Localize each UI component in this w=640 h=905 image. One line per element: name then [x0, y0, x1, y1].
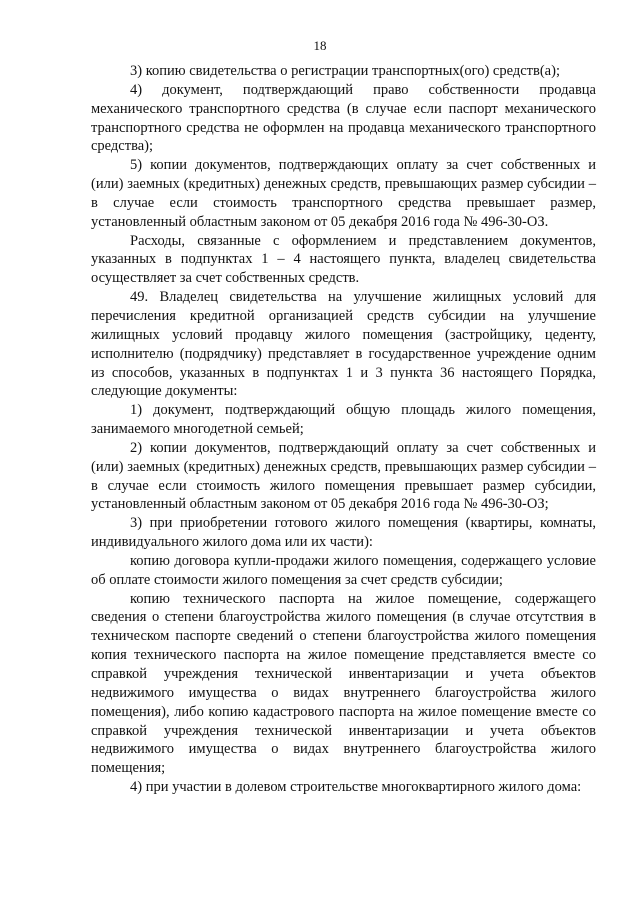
paragraph-sale-contract: копию договора купли-продажи жилого помещения, содержащего условие об оплате стоимости жилого помещения за счет средств субсидии;	[91, 552, 596, 588]
document-body	[91, 62, 596, 797]
paragraph-sub-2: 2) копии документов, подтверждающий оплату за счет собственных и (или) заемных (кредитных) денежных средств, превышающих размер субсидии – в случае если стоимость жилого помещения превышает размер субсидии, установленный областным законом от 05 декабря 2016 года № 496-30-ОЗ;	[91, 439, 596, 513]
paragraph-expenses: Расходы, связанные с оформлением и представлением документов, указанных в подпунктах 1 – 4 настоящего пункта, владелец свидетельства осуществляет за счет собственных средств.	[91, 232, 596, 287]
paragraph-item-4: 4) документ, подтверждающий право собственности продавца механического транспортного средства (в случае если паспорт механического транспортного средства не оформлен на продавца механического транспортного средства);	[91, 81, 596, 155]
paragraph-sub-3: 3) при приобретении готового жилого помещения (квартиры, комнаты, индивидуального жилого дома или их части):	[91, 515, 596, 551]
paragraph-technical-passport: копию технического паспорта на жилое помещение, содержащего сведения о степени благоустройства жилого помещения (в случае отсутствия в техническом паспорте сведений о степени благоустройства жилого помещения копия технического паспорта на жилое помещение представляется вместе со справкой учреждения технической инвентаризации и учета объектов недвижимого имущества о видах внутреннего благоустройства жилого помещения), либо копию кадастрового паспорта на жилое помещение вместе со справкой учреждения технической инвентаризации и учета объектов недвижимого имущества о видах внутреннего благоустройства жилого помещения;	[91, 590, 596, 777]
paragraph-sub-1: 1) документ, подтверждающий общую площадь жилого помещения, занимаемого многодетной семьей;	[91, 402, 596, 438]
paragraph-sub-4: 4) при участии в долевом строительстве многоквартирного жилого дома:	[130, 779, 582, 796]
page-number: 18	[313, 38, 327, 53]
paragraph-clause-49: 49. Владелец свидетельства на улучшение жилищных условий для перечисления кредитной организацией средств субсидии на улучшение жилищных условий продавцу жилого помещения (застройщику, цеденту, исполнителю (подрядчику) представляет в государственное учреждение одним из способов, указанных в подпунктах 1 и 3 пункта 36 настоящего Порядка, следующие документы:	[91, 289, 596, 400]
paragraph-item-3: 3) копию свидетельства о регистрации транспортных(ого) средств(а);	[130, 63, 560, 79]
paragraph-item-5: 5) копии документов, подтверждающих оплату за счет собственных и (или) заемных (кредитных) денежных средств, превышающих размер субсидии – в случае если стоимость транспортного средства превышает размер, установленный областным законом от 05 декабря 2016 года № 496-30-ОЗ.	[91, 157, 596, 230]
